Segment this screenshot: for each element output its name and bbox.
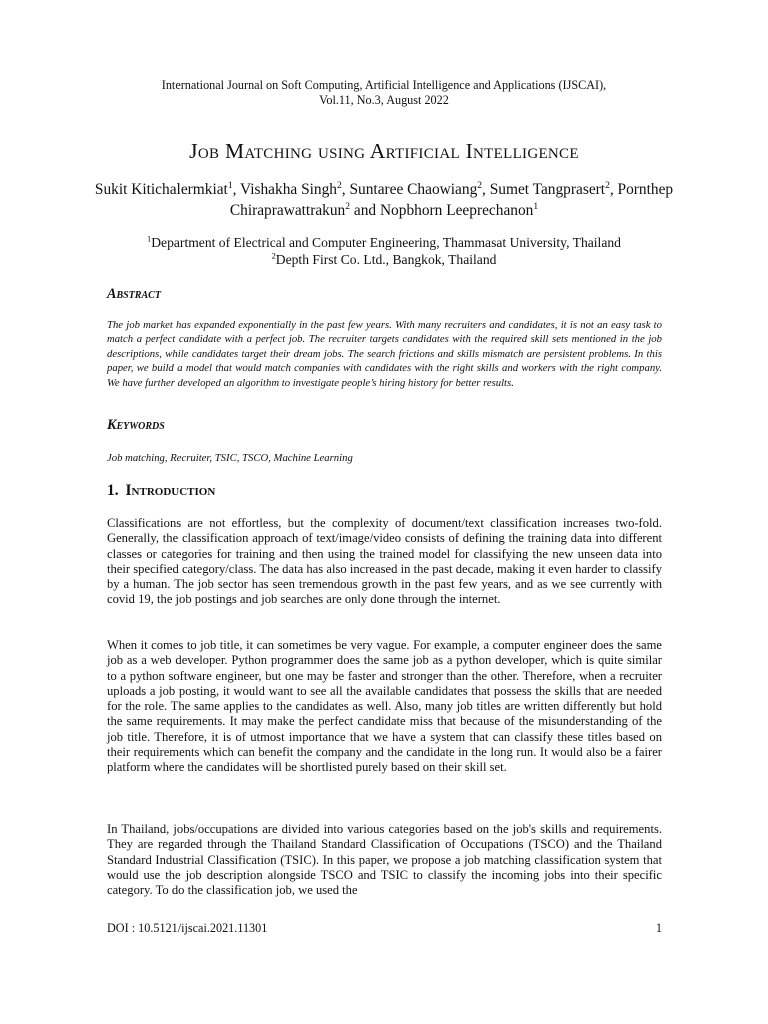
author-name: Suntaree Chaowiang bbox=[349, 181, 478, 198]
author-name: Sumet Tangprasert bbox=[489, 181, 606, 198]
author-separator: , bbox=[232, 181, 241, 198]
keywords-text: Job matching, Recruiter, TSIC, TSCO, Machine Learning bbox=[107, 452, 353, 464]
author-affiliation-mark: 1 bbox=[227, 179, 233, 191]
author-affiliation-mark: 2 bbox=[477, 179, 483, 191]
author-affiliation-mark: 2 bbox=[337, 179, 342, 191]
author-name: Nopbhorn Leeprechanon bbox=[379, 202, 534, 219]
body-paragraph: In Thailand, jobs/occupations are divided into various categories based on the job's skills and requirements. They are regarded through the Thailand Standard Classification of Occupations (TSCO) and the Thailand Standard Industrial Classification (TSIC). In this paper, we propose a job matching classification system that would use the job description alongside TSCO and TSIC to classify the incoming jobs into their specific category. To do the classification job, we used the bbox=[107, 822, 662, 898]
journal-name-line: International Journal on Soft Computing, Artificial Intelligence and Applications (IJSCAI), bbox=[161, 78, 607, 92]
affiliation-list bbox=[60, 234, 708, 268]
affiliation-mark: 1 bbox=[147, 233, 152, 244]
doi-footer: DOI : 10.5121/ijscai.2021.11301 bbox=[107, 921, 268, 935]
page-number: 1 bbox=[655, 921, 662, 935]
affiliation-line bbox=[60, 234, 708, 251]
abstract-text: The job market has expanded exponentially in the past few years. With many recruiters and candidates, it is not an easy task to match a perfect candidate with a perfect job. The recruiter targets candidates with the required skill sets mentioned in the job descriptions, while candidates target their dream jobs. The search frictions and skills mismatch are persistent problems. In this paper, we build a model that would match companies with candidates with the right skills and workers with the right company. We have further developed an algorithm to investigate people’s hiring history for better results. bbox=[107, 319, 662, 389]
author-affiliation-mark: 2 bbox=[345, 200, 351, 212]
author-name: Pornthep Chiraprawattrakun bbox=[229, 181, 674, 219]
journal-volume-line: Vol.11, No.3, August 2022 bbox=[319, 93, 449, 107]
author-list bbox=[60, 179, 708, 221]
paper-title: Job Matching using Artificial Intelligence bbox=[189, 139, 579, 163]
affiliation-text: Depth First Co. Ltd., Bangkok, Thailand bbox=[275, 252, 497, 267]
keywords-heading: Keywords bbox=[107, 417, 165, 433]
author-name: Vishakha Singh bbox=[240, 181, 337, 198]
introduction-heading bbox=[107, 482, 215, 500]
abstract-heading: Abstract bbox=[107, 286, 161, 302]
author-separator: , bbox=[609, 181, 618, 198]
author-separator: , bbox=[482, 181, 490, 198]
affiliation-text: Department of Electrical and Computer Engineering, Thammasat University, Thailand bbox=[151, 235, 621, 250]
body-paragraph: Classifications are not effortless, but the complexity of document/text classification increases two-fold. Generally, the classification approach of text/image/video consists of defining the training data into different classes or categories for training and then using the trained model for classifying the new unseen data into their specified category/class. The data has also increased in the past decade, making it even harder to classify by a human. The job sector has seen tremendous growth in the past few years, and as we see currently with covid 19, the job postings and job searches are only done through the internet. bbox=[107, 516, 662, 607]
body-paragraph: When it comes to job title, it can sometimes be very vague. For example, a computer engineer does the same job as a web developer. Python programmer does the same job as a python developer, which is quite similar to a python software engineer, but one may be faster and stronger than the other. Therefore, when a recruiter uploads a job posting, it would want to see all the available candidates that possess the skills that are needed for the role. The same applies to the candidates as well. Also, many job titles are written differently but hold the same requirements. It may make the perfect candidate miss that because of the misunderstanding of the job title. Therefore, it is of utmost importance that we have a system that can classify these titles based on their requirements which can benefit the company and the candidate in the long run. It would also be a fairer platform where the candidates will be shortlisted purely based on their skill set. bbox=[107, 638, 662, 775]
author-separator: , bbox=[341, 181, 350, 198]
affiliation-line bbox=[60, 251, 708, 268]
author-name: Sukit Kitichalermkiat bbox=[94, 181, 228, 198]
section-number: 1. bbox=[107, 482, 119, 499]
author-affiliation-mark: 1 bbox=[533, 200, 539, 212]
affiliation-mark: 2 bbox=[271, 250, 276, 261]
author-affiliation-mark: 2 bbox=[605, 179, 610, 191]
section-title: Introduction bbox=[125, 482, 216, 499]
author-separator: and bbox=[350, 202, 380, 219]
journal-header bbox=[0, 78, 768, 108]
